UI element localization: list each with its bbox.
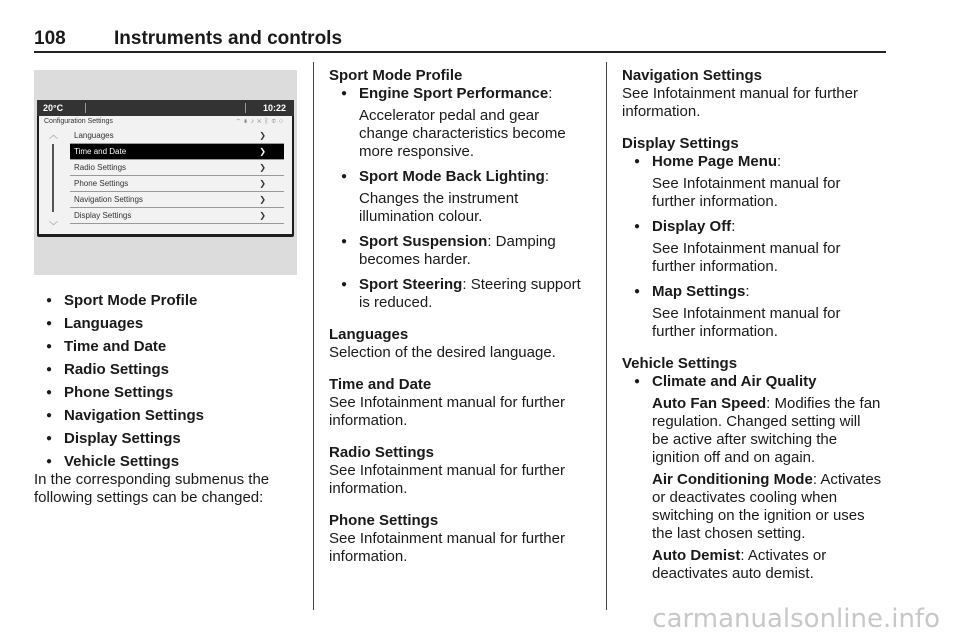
settings-screen-figure [34,70,297,275]
item-label: Engine Sport Performance [359,85,549,102]
description-line: See Infotainment manual for [652,240,841,257]
list-item: ● Sport Mode Back Lighting: Changes the instrument illumination colour. [329,168,597,226]
menu-item-display-settings[interactable] [70,208,284,224]
item-label: Home Page Menu [652,153,778,170]
list-item [329,233,597,269]
watermark: carmanualsonline.info [652,604,940,634]
list-item: ● Home Page Menu: See Infotainment manual for further information. [622,153,888,211]
chapter-title: Instruments and controls [114,28,343,49]
menu-item-label: Phone Settings [74,179,129,188]
sub-label: Air Conditioning Mode [652,471,813,488]
sub-text: : Activates or [740,547,827,564]
vehicle-settings-list [622,373,888,583]
status-bar [37,100,294,116]
item-description [652,240,888,276]
list-item: ● Display Off: See Infotainment manual for further information. [622,218,888,276]
description-line: the last chosen setting. [652,525,806,542]
muted-icon: ✕ [257,118,265,125]
item-description [652,305,888,341]
status-separator [85,103,86,113]
item-description [652,395,888,583]
section-heading: Navigation Settings [622,67,763,84]
item-description: : Steering support [462,276,581,293]
section-heading: Display Settings [622,135,739,152]
status-separator [245,103,246,113]
section-text: See Infotainment manual for further [329,394,565,411]
description-line: ignition off and on again. [652,449,816,466]
item-label: Map Settings [652,283,746,300]
section-heading: Time and Date [329,376,432,393]
intro-line: following settings can be changed: [34,489,264,506]
list-item: ● Navigation Settings [34,407,302,425]
section-heading: Languages [329,326,409,343]
page-number: 108 [34,28,66,49]
sub-label: Auto Fan Speed [652,395,767,412]
description-line: switching on the ignition or uses [652,507,865,524]
item-description [359,190,597,226]
menu-item-navigation-settings[interactable] [70,192,284,208]
page-header [34,28,886,52]
section-heading: Phone Settings [329,512,439,529]
section-text: See Infotainment manual for further [329,462,565,479]
menu-item-label: Time and Date [74,147,127,156]
list-item: ● Vehicle Settings [34,453,302,471]
sport-mode-list [329,85,597,312]
item-description: : Damping [487,233,556,250]
description-line: See Infotainment manual for [652,175,841,192]
item-label: Sport Mode Back Lighting [359,168,545,185]
section-heading: Sport Mode Profile [329,67,463,84]
status-icons [236,118,286,125]
scrollbar[interactable] [45,128,61,232]
column-divider-1 [313,62,314,610]
menu-item-label: Navigation Settings [74,195,143,204]
panel-title: Configuration Settings [44,118,113,125]
description-line: further information. [652,193,778,210]
section-text: See Infotainment manual for further [622,85,858,102]
description-line: further information. [652,258,778,275]
description-line [652,547,888,565]
chevron-up-icon[interactable]: ︿ [49,130,59,140]
description-line: change characteristics become [359,125,566,142]
description-line: See Infotainment manual for [652,305,841,322]
item-description [359,107,597,161]
settings-bullet-list [34,292,302,471]
sub-label: Auto Demist [652,547,741,564]
menu-item-time-and-date[interactable] [70,144,284,160]
description-line: Accelerator pedal and gear [359,107,540,124]
sub-text: : Activates [812,471,882,488]
bluetooth-icon: ᛒ [264,118,272,125]
menu-item-label: Radio Settings [74,163,127,172]
scroll-track[interactable] [52,144,54,212]
description-line: illumination colour. [359,208,483,225]
item-label: Sport Steering [359,276,463,293]
menu-item-label: Languages [74,131,114,140]
settings-icon: ○ [278,118,286,125]
chevron-right-icon: ❯ [259,163,266,172]
column-divider-2 [606,62,607,610]
section-text: information. [622,103,701,120]
description-line: Changes the instrument [359,190,519,207]
description-line: regulation. Changed setting will [652,413,861,430]
phone-icon: ✆ [271,118,279,125]
temperature-readout: 20°C [43,103,64,113]
list-item: ● Sport Mode Profile [34,292,302,310]
section-heading: Radio Settings [329,444,435,461]
list-item [329,276,597,312]
middle-column [329,67,597,566]
list-item: ● Phone Settings [34,384,302,402]
section-text: information. [329,412,408,429]
item-label: Climate and Air Quality [652,373,817,390]
chevron-down-icon[interactable]: ﹀ [49,221,59,231]
list-item [622,373,888,583]
wifi-icon: ◠ [236,118,244,125]
description-line: is reduced. [359,294,433,311]
chevron-right-icon: ❯ [259,147,266,156]
description-line [652,395,888,413]
clock-readout: 10:22 [262,103,286,113]
settings-menu-list [70,128,284,224]
configuration-panel [39,116,292,234]
item-label: Display Off [652,218,732,235]
audio-icon: ♪ [250,118,258,125]
left-column [34,292,302,507]
menu-item-phone-settings[interactable] [70,176,284,192]
description-line: or deactivates cooling when [652,489,838,506]
chevron-right-icon: ❯ [259,131,266,140]
chevron-right-icon: ❯ [259,211,266,220]
item-description [652,175,888,211]
section-text: information. [329,548,408,565]
section-text: information. [329,480,408,497]
section-text: Selection of the desired language. [329,344,556,361]
infotainment-screen [37,100,294,237]
list-item: ● Radio Settings [34,361,302,379]
item-label: Sport Suspension [359,233,488,250]
menu-item-radio-settings[interactable] [70,160,284,176]
section-heading: Vehicle Settings [622,355,738,372]
list-item: ● Display Settings [34,430,302,448]
menu-item-label: Display Settings [74,211,132,220]
description-line: more responsive. [359,143,475,160]
description-line [652,471,888,489]
chevron-right-icon: ❯ [259,195,266,204]
description-line: deactivates auto demist. [652,565,814,582]
header-rule [34,51,886,53]
right-column [622,67,888,583]
list-item: ● Map Settings: See Infotainment manual for further information. [622,283,888,341]
list-item: ● Languages [34,315,302,333]
description-line: becomes harder. [359,251,471,268]
description-line: further information. [652,323,778,340]
section-text: See Infotainment manual for further [329,530,565,547]
sub-text: : Modifies the fan [766,395,881,412]
intro-line: In the corresponding submenus the [34,471,270,488]
list-item: ● Time and Date [34,338,302,356]
chevron-right-icon: ❯ [259,179,266,188]
display-settings-list [622,153,888,341]
signal-icon: ▮ [243,118,251,125]
list-item: ● Engine Sport Performance: Accelerator pedal and gear change characteristics become more responsive. [329,85,597,161]
menu-item-languages[interactable] [70,128,284,144]
description-line: be active after switching the [652,431,838,448]
